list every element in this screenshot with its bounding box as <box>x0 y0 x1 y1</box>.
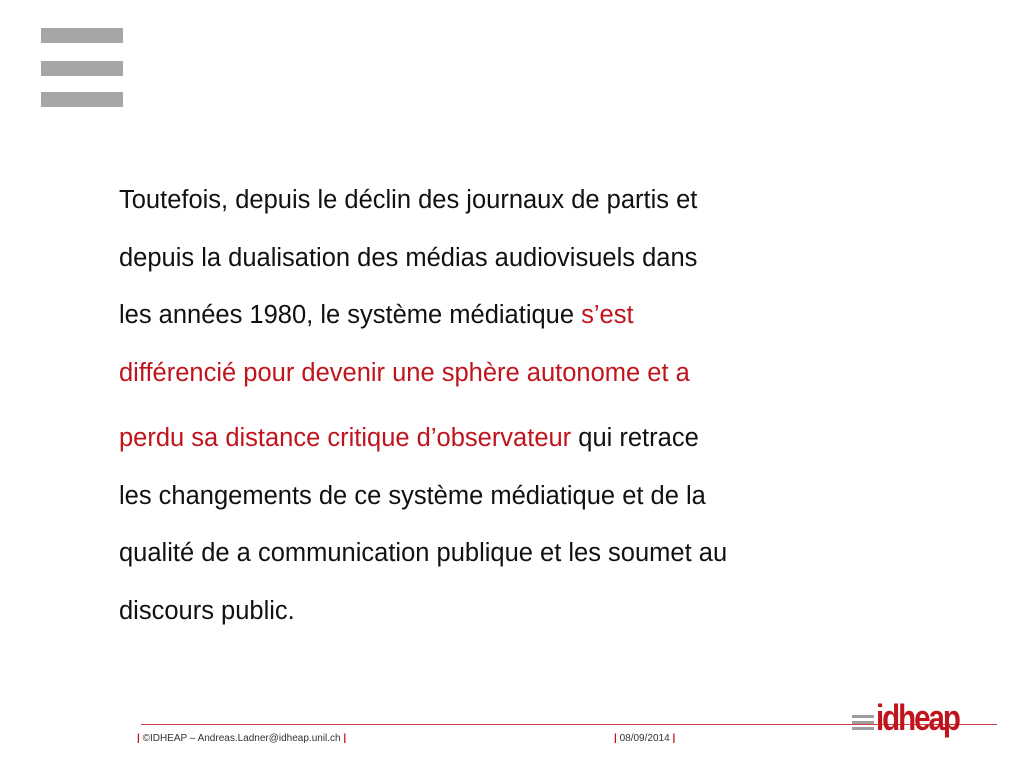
logo-wordmark: idheap <box>876 697 959 738</box>
logo-stripe <box>852 727 874 730</box>
menu-bar-3 <box>41 92 123 107</box>
footer-copyright-text: ©IDHEAP – Andreas.Ladner@idheap.unil.ch <box>142 733 341 744</box>
menu-icon[interactable] <box>41 28 123 108</box>
menu-bar-2 <box>41 61 123 76</box>
slide-body-text <box>119 172 959 640</box>
body-highlight-3: perdu sa distance critique d’observateur <box>119 424 572 452</box>
logo-stripe <box>852 721 874 724</box>
body-line-2: depuis la dualisation des médias audiovisuels dans <box>119 243 698 272</box>
idheap-logo <box>852 697 977 746</box>
body-line-3 <box>119 287 959 345</box>
footer-copyright <box>137 733 346 744</box>
body-line-5-text: qui retrace <box>571 424 699 452</box>
footer-date <box>614 733 675 744</box>
body-line-6: les changements de ce système médiatique et de la <box>119 481 706 510</box>
body-highlight-1: s’est <box>581 301 634 329</box>
footer-pipe: | <box>343 733 347 744</box>
footer-pipe: | <box>137 733 140 744</box>
body-line-3-text: les années 1980, le système médiatique <box>119 301 582 329</box>
footer-date-text: 08/09/2014 <box>619 733 670 744</box>
footer-pipe: | <box>614 733 617 744</box>
body-highlight-2: différencié pour devenir une sphère autonome et a <box>119 358 690 387</box>
footer-pipe: | <box>672 733 676 744</box>
menu-bar-1 <box>41 28 123 43</box>
body-line-7: qualité de a communication publique et les soumet au <box>119 539 728 567</box>
body-line-5 <box>119 410 959 468</box>
body-line-8: discours public. <box>119 596 295 625</box>
logo-stripe <box>852 715 874 718</box>
body-line-1: Toutefois, depuis le déclin des journaux de partis et <box>119 186 698 214</box>
